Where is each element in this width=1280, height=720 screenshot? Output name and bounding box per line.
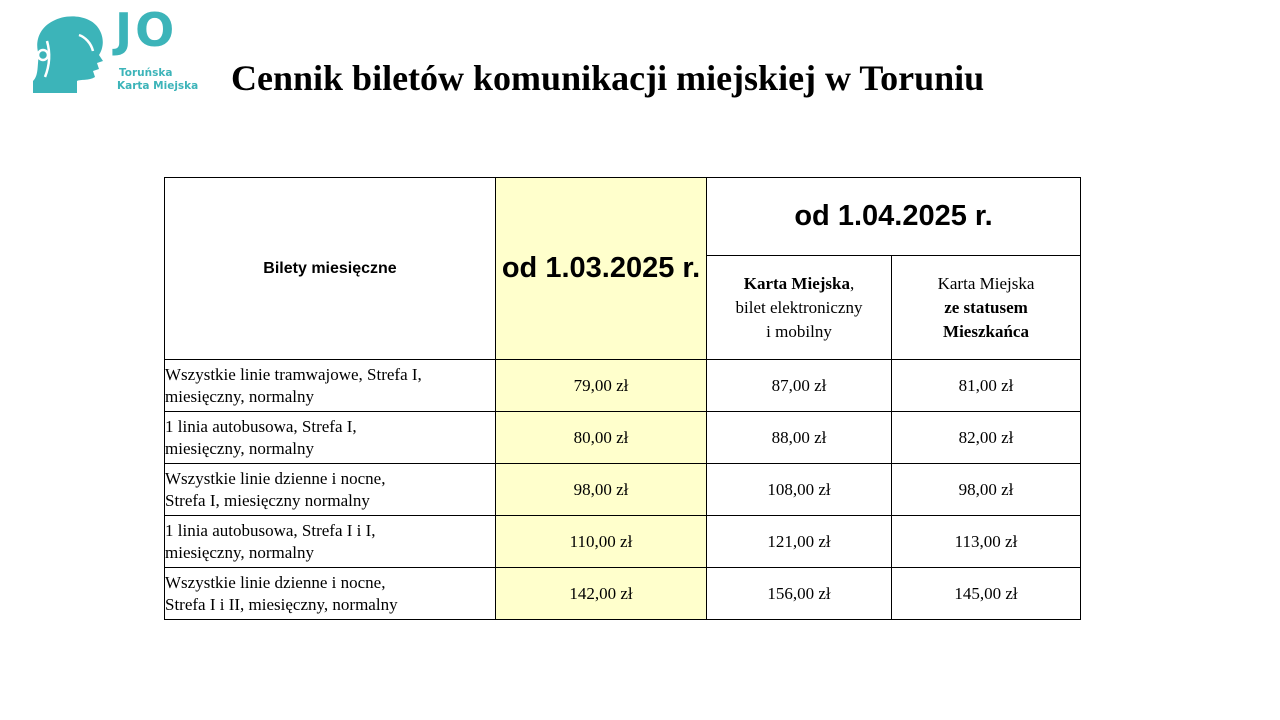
price-april-card: 108,00 zł [707, 464, 892, 516]
price-march: 98,00 zł [496, 464, 707, 516]
header-resident-card [892, 256, 1081, 360]
price-march: 79,00 zł [496, 360, 707, 412]
ticket-name-line-1: Wszystkie linie dzienne i nocne, [165, 572, 386, 592]
resident-card-line-1: Karta Miejska [937, 273, 1035, 293]
price-april-card: 121,00 zł [707, 516, 892, 568]
ticket-name-line-2: Strefa I i II, miesięczny, normalny [165, 594, 398, 614]
resident-card-bold-1: ze statusem [944, 297, 1028, 317]
header-march-prices: od 1.03.2025 r. [496, 178, 707, 360]
logo-line-2: Karta Miejska [117, 80, 199, 92]
city-card-line-3: i mobilny [766, 321, 832, 341]
ticket-name [165, 516, 496, 568]
ticket-name-line-1: Wszystkie linie dzienne i nocne, [165, 468, 386, 488]
price-april-resident: 98,00 zł [892, 464, 1081, 516]
ticket-name [165, 464, 496, 516]
ticket-name-line-2: miesięczny, normalny [165, 438, 315, 458]
table-row [165, 464, 1081, 516]
city-card-line-2: bilet elektroniczny [735, 297, 863, 317]
ticket-name [165, 412, 496, 464]
resident-card-bold-2: Mieszkańca [943, 321, 1029, 341]
price-march: 110,00 zł [496, 516, 707, 568]
header-ticket-type: Bilety miesięczne [165, 178, 496, 360]
page-title: Cennik biletów komunikacji miejskiej w Toruniu [231, 58, 985, 98]
copernicus-portrait-icon [33, 15, 111, 95]
price-april-resident: 113,00 zł [892, 516, 1081, 568]
table-row [165, 568, 1081, 620]
price-april-resident: 82,00 zł [892, 412, 1081, 464]
ticket-name-line-1: 1 linia autobusowa, Strefa I, [165, 416, 357, 436]
price-april-resident: 145,00 zł [892, 568, 1081, 620]
header-april-prices: od 1.04.2025 r. [707, 178, 1081, 256]
city-card-comma: , [849, 273, 855, 293]
price-april-card: 87,00 zł [707, 360, 892, 412]
ticket-name-line-1: Wszystkie linie tramwajowe, Strefa I, [165, 364, 422, 384]
price-april-card: 88,00 zł [707, 412, 892, 464]
ticket-name-line-1: 1 linia autobusowa, Strefa I i I, [165, 520, 376, 540]
price-april-card: 156,00 zł [707, 568, 892, 620]
city-card-bold: Karta Miejska [743, 273, 850, 293]
logo-mark: JO [115, 3, 178, 57]
logo [33, 3, 203, 97]
table-row [165, 516, 1081, 568]
ticket-name [165, 568, 496, 620]
table-row [165, 360, 1081, 412]
ticket-name [165, 360, 496, 412]
ticket-name-line-2: miesięczny, normalny [165, 386, 315, 406]
price-march: 142,00 zł [496, 568, 707, 620]
ticket-name-line-2: Strefa I, miesięczny normalny [165, 490, 370, 510]
price-april-resident: 81,00 zł [892, 360, 1081, 412]
price-table [164, 177, 1081, 620]
ticket-name-line-2: miesięczny, normalny [165, 542, 315, 562]
logo-line-1: Toruńska [119, 67, 173, 79]
header-city-card [707, 256, 892, 360]
price-march: 80,00 zł [496, 412, 707, 464]
table-row [165, 412, 1081, 464]
